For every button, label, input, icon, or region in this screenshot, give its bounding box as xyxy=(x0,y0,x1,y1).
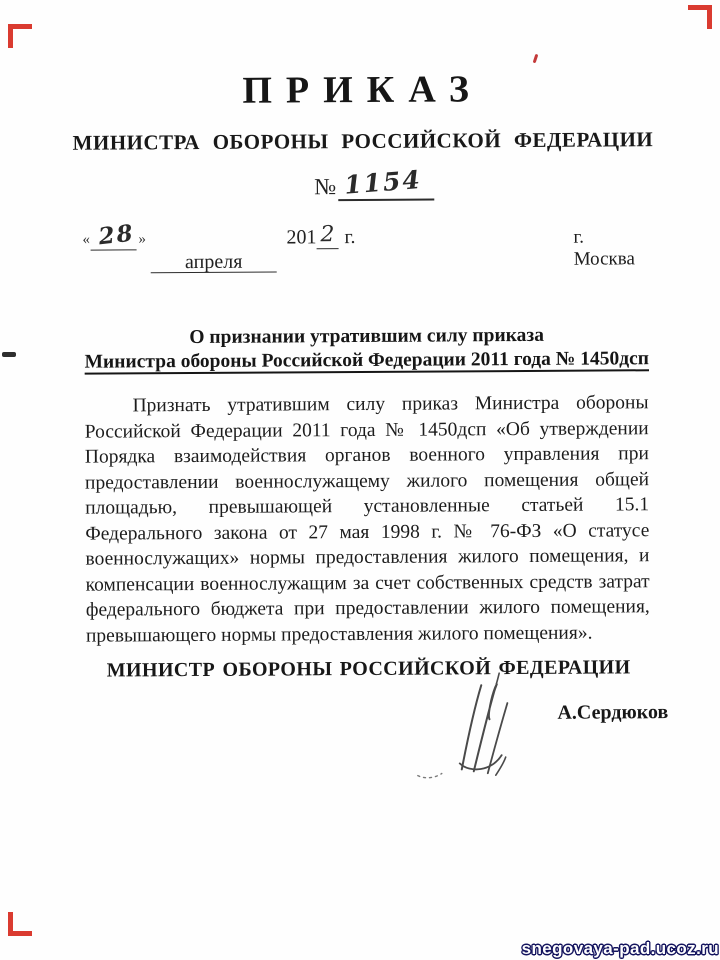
body-line: Порядка взаимодействия органов военного управления при xyxy=(84,443,649,468)
minister-title: МИНИСТР ОБОРОНЫ РОССИЙСКОЙ ФЕДЕРАЦИИ xyxy=(106,656,631,682)
body-line: превышающего нормы предоставления жилого помещения». xyxy=(85,622,593,647)
city-label: г. Москва xyxy=(573,226,635,270)
order-number-handwritten: 1154 xyxy=(343,164,423,200)
signer-name: А.Сердюков xyxy=(557,701,669,724)
body-line: федерального бюджета при предоставлении жилого помещения, xyxy=(85,596,650,621)
date-row xyxy=(82,219,648,274)
open-quote: « xyxy=(82,231,91,248)
order-number-underline xyxy=(338,199,434,202)
body-line: Федерального закона от 27 мая 1998 г. № 76-ФЗ «О статусе xyxy=(85,519,650,545)
site-watermark: snegovaya-pad.ucoz.ru xyxy=(521,939,719,958)
body-line: военнослужащих» нормы предоставления жилого помещения, и xyxy=(85,545,650,570)
year-suffix: г. xyxy=(344,226,356,249)
year-digit-underline xyxy=(317,248,339,249)
year-digit-handwritten: 2 xyxy=(320,222,335,248)
body-line: Российской Федерации 2011 года № 1450дсп «Об утверждении xyxy=(84,417,649,443)
close-quote: » xyxy=(138,231,147,248)
handwritten-signature xyxy=(399,671,530,782)
body-paragraph xyxy=(84,392,650,650)
body-line: компенсации военнослужащим за счет собственных средств затрат xyxy=(85,570,650,596)
document-title: ПРИКАЗ xyxy=(242,68,483,112)
document-subtitle: МИНИСТРА ОБОРОНЫ РОССИЙСКОЙ ФЕДЕРАЦИИ xyxy=(72,127,654,155)
month-label: апреля xyxy=(184,250,243,274)
subject-line-2: Министра обороны Российской Федерации 2011 года № 1450дсп xyxy=(84,348,650,373)
year-typed: 201 xyxy=(286,226,317,249)
subject-block xyxy=(59,323,674,375)
month-underline xyxy=(151,249,277,274)
body-line: площадью, превышающей установленные статьей 15.1 xyxy=(85,494,650,519)
body-line: Признать утратившим силу приказ Министра обороны xyxy=(132,392,649,417)
order-number-row xyxy=(314,164,534,206)
day-handwritten: 28 xyxy=(97,219,136,251)
order-number-label: № xyxy=(314,174,337,200)
day-underline xyxy=(91,249,137,250)
subject-line-1: О признании утратившим силу приказа xyxy=(189,324,545,349)
body-line: предоставлении военнослужащему жилого помещения общей xyxy=(84,468,650,494)
